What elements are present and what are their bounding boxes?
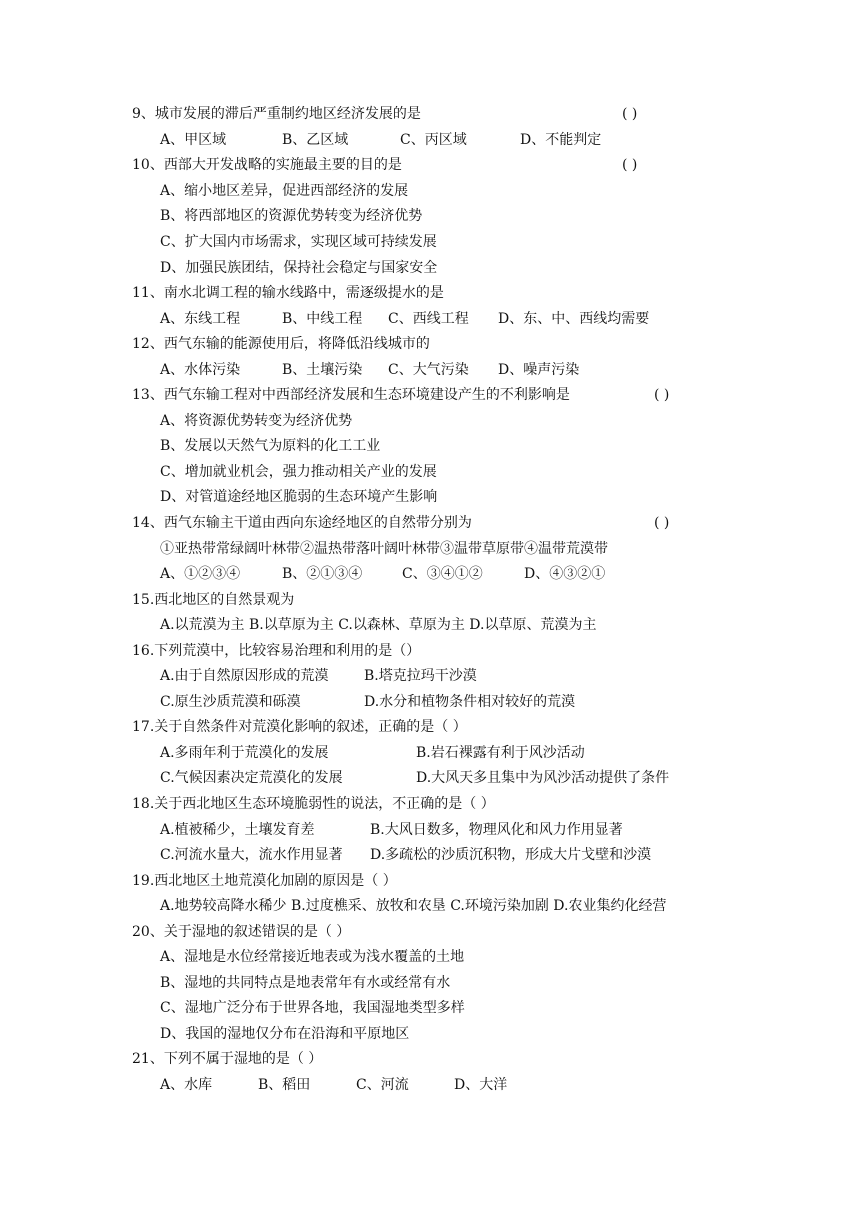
question-20-stem: 20、关于湿地的叙述错误的是（ ） <box>132 924 351 940</box>
question-15-stem: 15.西北地区的自然景观为 <box>132 592 295 608</box>
question-18-stem: 18.关于西北地区生态环境脆弱性的说法，不正确的是（ ） <box>132 796 495 812</box>
question-21-stem: 21、下列不属于湿地的是（ ） <box>132 1051 323 1067</box>
option-d: D、东、中、西线均需要 <box>498 311 650 327</box>
option-a: A.多雨年利于荒漠化的发展 <box>160 745 329 761</box>
question-9-options <box>160 128 601 152</box>
question-20-option-a: A、湿地是水位经常接近地表或为浅水覆盖的土地 <box>160 949 465 965</box>
question-20-option-d: D、我国的湿地仅分布在沿海和平原地区 <box>160 1026 410 1042</box>
option-a: A、水体污染 <box>160 362 241 378</box>
question-14-answer-blank: ( ) <box>654 515 670 531</box>
option-d: D.多疏松的沙质沉积物，形成大片戈壁和沙漠 <box>370 847 652 863</box>
question-18-options-row-1 <box>160 818 623 842</box>
question-12-stem: 12、西气东输的能源使用后，将降低沿线城市的 <box>132 336 430 352</box>
question-10-stem: 10、西部大开发战略的实施最主要的目的是 <box>132 157 402 173</box>
question-13-option-d: D、对管道途经地区脆弱的生态环境产生影响 <box>160 489 438 505</box>
option-d: D.水分和植物条件相对较好的荒漠 <box>364 694 576 710</box>
option-b: B、中线工程 <box>282 311 363 327</box>
question-16-options-row-2 <box>160 690 575 714</box>
option-c: C、大气污染 <box>388 362 469 378</box>
question-12-options <box>160 358 579 382</box>
question-14-stem: 14、西气东输主干道由西向东途经地区的自然带分别为 <box>132 515 472 531</box>
question-17-options-row-1 <box>160 741 585 765</box>
question-9-stem: 9、城市发展的滞后严重制约地区经济发展的是 <box>132 106 421 122</box>
question-11-options <box>160 307 649 331</box>
question-15-options: A.以荒漠为主 B.以草原为主 C.以森林、草原为主 D.以草原、荒漠为主 <box>160 617 597 633</box>
question-17-stem: 17.关于自然条件对荒漠化影响的叙述，正确的是（ ） <box>132 719 467 735</box>
option-d: D、④③②① <box>524 566 606 582</box>
option-d: D、大洋 <box>454 1077 508 1093</box>
question-10-option-b: B、将西部地区的资源优势转变为经济优势 <box>160 208 423 224</box>
question-20-option-b: B、湿地的共同特点是地表常年有水或经常有水 <box>160 975 451 991</box>
question-20-option-c: C、湿地广泛分布于世界各地，我国湿地类型多样 <box>160 1000 465 1016</box>
option-c: C、丙区域 <box>400 132 467 148</box>
option-b: B、②①③④ <box>282 566 363 582</box>
option-a: A.植被稀少，土壤发育差 <box>160 822 315 838</box>
option-d: D、不能判定 <box>520 132 602 148</box>
option-b: B、稻田 <box>258 1077 311 1093</box>
question-13-option-b: B、发展以天然气为原料的化工工业 <box>160 438 381 454</box>
question-13-stem: 13、西气东输工程对中西部经济发展和生态环境建设产生的不利影响是 <box>132 387 570 403</box>
question-14-options <box>160 562 605 586</box>
option-a: A、①②③④ <box>160 566 241 582</box>
question-10-option-a: A、缩小地区差异，促进西部经济的发展 <box>160 183 409 199</box>
question-9-answer-blank: ( ) <box>622 106 638 122</box>
option-c: C.河流水量大，流水作用显著 <box>160 847 343 863</box>
option-c: C、西线工程 <box>388 311 469 327</box>
option-c: C、河流 <box>356 1077 409 1093</box>
option-d: D.大风天多且集中为风沙活动提供了条件 <box>416 770 670 786</box>
option-c: C.气候因素决定荒漠化的发展 <box>160 770 343 786</box>
question-16-stem: 16.下列荒漠中，比较容易治理和利用的是（） <box>132 643 421 659</box>
question-19-options: A.地势较高降水稀少 B.过度樵采、放牧和农垦 C.环境污染加剧 D.农业集约化经营 <box>160 898 667 914</box>
option-c: C.原生沙质荒漠和砾漠 <box>160 694 301 710</box>
question-17-options-row-2 <box>160 766 669 790</box>
question-10-option-d: D、加强民族团结，保持社会稳定与国家安全 <box>160 260 438 276</box>
question-10-option-c: C、扩大国内市场需求，实现区域可持续发展 <box>160 234 437 250</box>
option-b: B.塔克拉玛干沙漠 <box>364 668 477 684</box>
option-b: B.大风日数多，物理风化和风力作用显著 <box>370 822 623 838</box>
question-10-answer-blank: ( ) <box>622 157 638 173</box>
question-19-stem: 19.西北地区土地荒漠化加剧的原因是（ ） <box>132 873 397 889</box>
option-a: A、东线工程 <box>160 311 241 327</box>
option-d: D、噪声污染 <box>498 362 580 378</box>
option-a: A、甲区域 <box>160 132 227 148</box>
question-13-option-a: A、将资源优势转变为经济优势 <box>160 413 353 429</box>
question-14-note: ①亚热带常绿阔叶林带②温热带落叶阔叶林带③温带草原带④温带荒漠带 <box>160 541 608 557</box>
option-b: B.岩石裸露有利于风沙活动 <box>416 745 585 761</box>
option-a: A.由于自然原因形成的荒漠 <box>160 668 329 684</box>
question-13-option-c: C、增加就业机会，强力推动相关产业的发展 <box>160 464 437 480</box>
option-c: C、③④①② <box>402 566 483 582</box>
question-18-options-row-2 <box>160 843 651 867</box>
question-16-options-row-1 <box>160 664 477 688</box>
option-b: B、乙区域 <box>282 132 349 148</box>
question-11-stem: 11、南水北调工程的输水线路中，需逐级提水的是 <box>132 285 444 301</box>
option-a: A、水库 <box>160 1077 213 1093</box>
question-21-options <box>160 1073 507 1097</box>
option-b: B、土壤污染 <box>282 362 363 378</box>
question-13-answer-blank: ( ) <box>654 387 670 403</box>
